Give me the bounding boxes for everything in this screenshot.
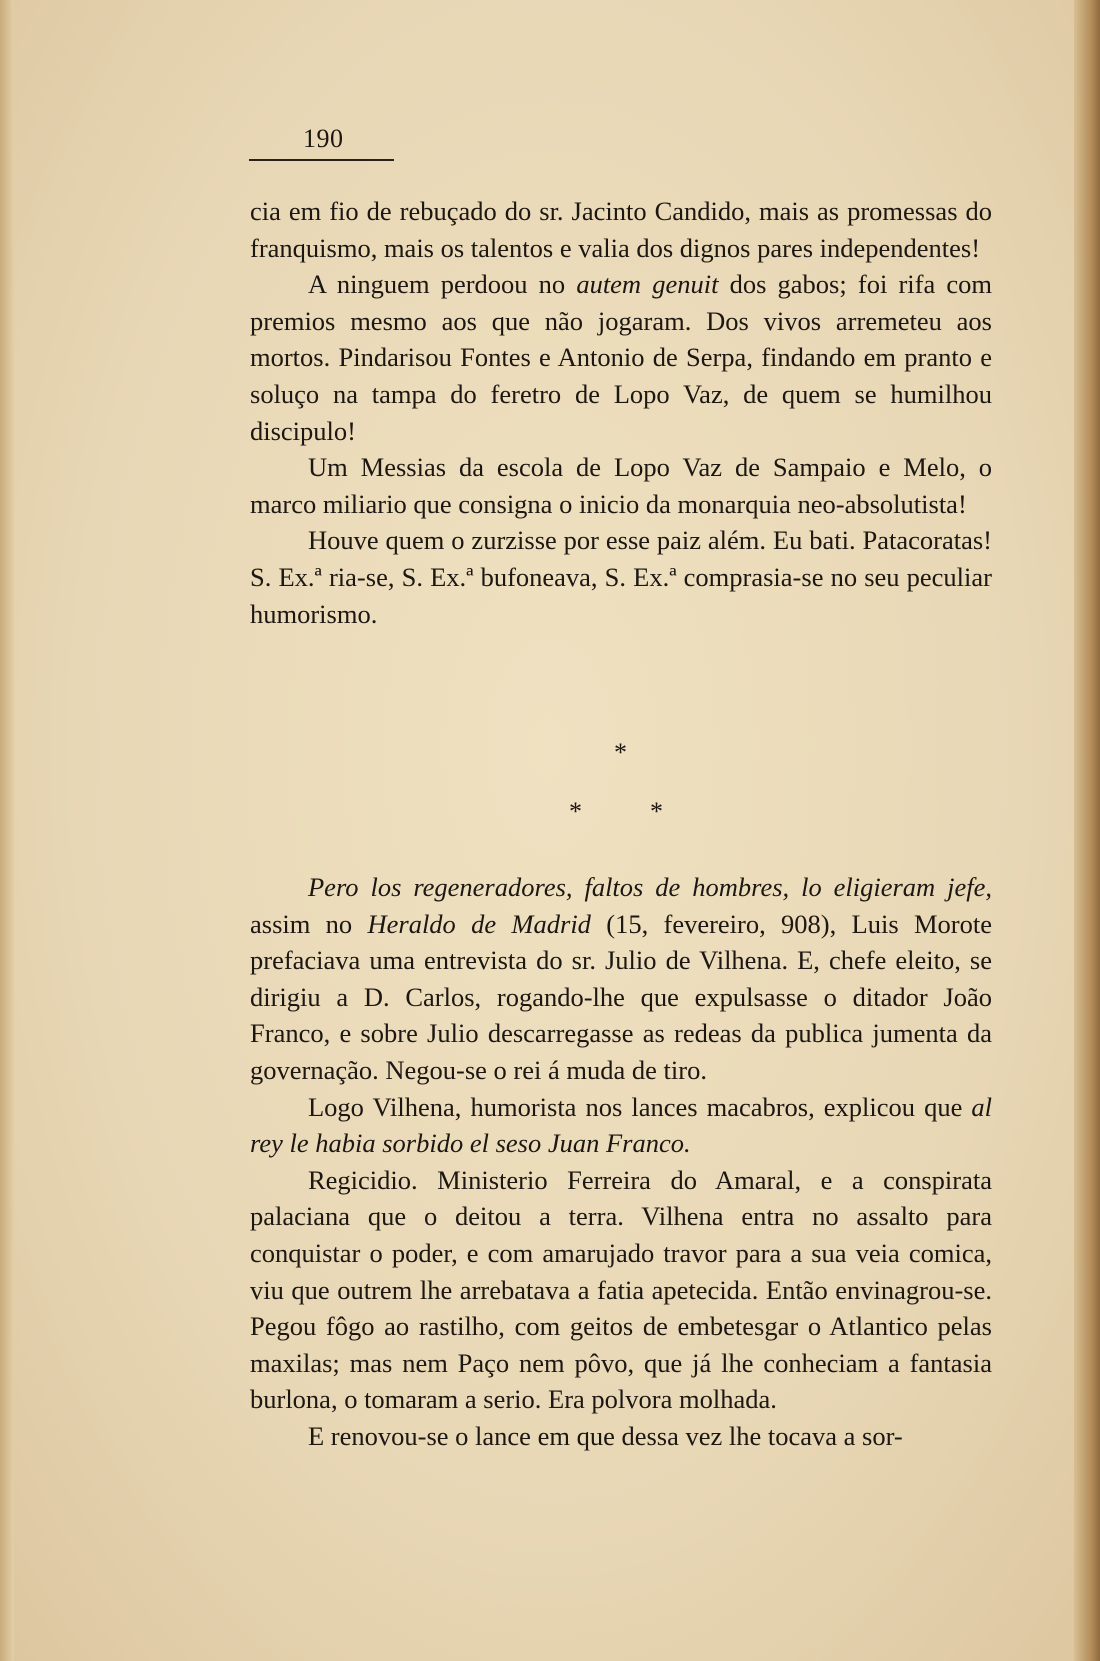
- text-block-upper: [250, 193, 992, 632]
- paragraph: Regicidio. Ministerio Ferreira do Amaral, e a conspirata palaciana que o deitou a terra. Vilhena entra no assalto para conquistar o poder, e com amarujado travor para a sua veia comica, viu que outrem lhe arrebatava a fatia apetecida. Então envinagrou-se. Pegou fôgo ao rastilho, com geitos de embetesgar o Atlantico pelas maxilas; mas nem Paço nem pôvo, que já lhe conheciam a fantasia burlona, o tomaram a serio. Era polvora molhada.: [250, 1164, 992, 1415]
- page-left-edge: [0, 0, 14, 1661]
- newspaper-title: Heraldo de Madrid: [367, 908, 591, 939]
- asterism-star: *: [614, 738, 627, 767]
- text-run: A ninguem perdoou no: [308, 269, 577, 300]
- text-block-lower: [250, 869, 992, 1455]
- paragraph: [250, 869, 992, 1089]
- text-run: (15, fevereiro, 908), Luis Morote prefaciava uma entrevista do sr. Julio de Vilhena. E, chefe eleito, se dirigiu a D. Carlos, rogando-lhe que expulsasse o ditador João Franco, e sobre Julio descarregasse as redeas da publica jumenta da governação. Negou-se o rei á muda de tiro.: [250, 908, 992, 1085]
- paragraph: Um Messias da escola de Lopo Vaz de Sampaio e Melo, o marco miliario que consigna o inicio da monarquia neo-absolutista!: [250, 452, 992, 519]
- paragraph: E renovou-se o lance em que dessa vez lhe tocava a sor-: [308, 1420, 903, 1451]
- paragraph: [250, 1089, 992, 1162]
- paragraph: cia em fio de rebuçado do sr. Jacinto Candido, mais as promessas do franquismo, mais os talentos e valia dos dignos pares independentes!: [250, 196, 992, 263]
- page-right-edge: [1074, 0, 1100, 1661]
- text-run: Logo Vilhena, humorista nos lances macabros, explicou que: [308, 1091, 972, 1122]
- page-number: 190: [303, 124, 344, 153]
- latin-phrase: autem genuit: [576, 269, 719, 300]
- spanish-quote: al rey le habia sorbido el seso Juan Franco.: [250, 1091, 992, 1159]
- text-run: dos gabos; foi rifa com premios mesmo aos que não jogaram. Dos vivos arremeteu aos mortos. Pindarisou Fontes e Antonio de Serpa, findando em pranto e soluço na tampa do feretro de Lopo Vaz, de quem se humilhou discipulo!: [250, 269, 992, 446]
- asterism-star: *: [650, 797, 663, 826]
- paragraph: Houve quem o zurzisse por esse paiz além. Eu bati. Patacoratas! S. Ex.ª ria-se, S. Ex.ª bufoneava, S. Ex.ª comprasia-se no seu peculiar humorismo.: [250, 525, 992, 629]
- paragraph: [250, 266, 992, 449]
- spanish-quote: Pero los regeneradores, faltos de hombres, lo eligieram jefe,: [308, 872, 992, 902]
- header-rule: [249, 159, 394, 161]
- text-run: assim no: [250, 908, 368, 939]
- asterism-star: *: [569, 797, 582, 826]
